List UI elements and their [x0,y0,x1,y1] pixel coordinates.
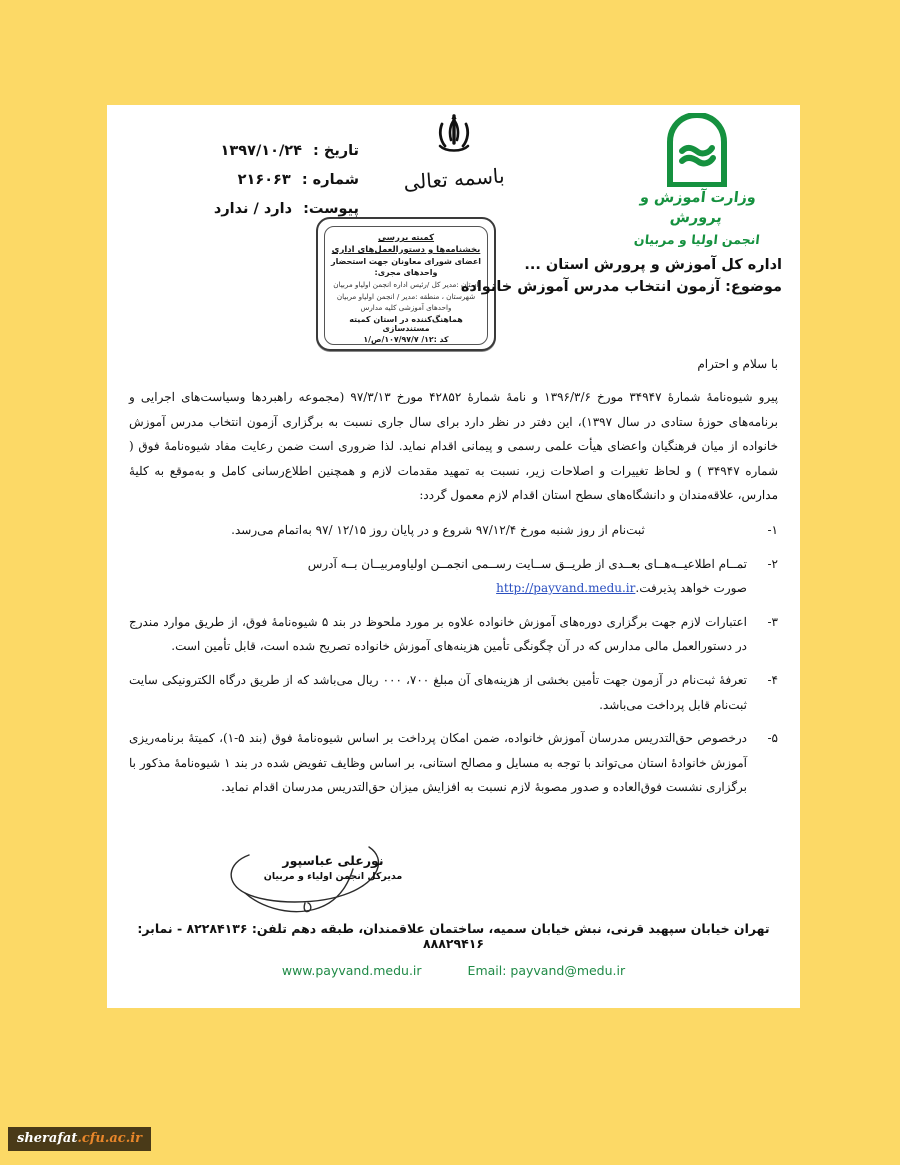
ministry-logo-subtitle: انجمن اولیا و مربیان [633,232,761,248]
document-body [107,357,800,809]
meta-value-date: ۱۳۹۷/۱۰/۲۴ [220,143,302,159]
meta-label-attachment: پیوست: [303,201,359,217]
stamp-title: کمیته بررسی [377,233,435,243]
ministry-arch-handshake-logo [664,113,730,187]
signature-block [233,853,433,882]
greeting-text: با سلام و احترام [697,357,778,371]
item-number: ۴- [767,672,778,687]
stamp-unit-item: شهرستان ، منطقه :مدیر / انجمن اولیاو مربیان [336,291,476,301]
item-number: ۱- [767,522,778,537]
addressee-to: اداره کل آموزش و پرورش استان ... [524,257,782,273]
item-text: درخصوص حق‌التدریس مدرسان آموزش خانواده، ضمن امکان پرداخت بر اساس شیوه‌نامهٔ فوق (بند ۵-۱)، کمیتهٔ برنامه‌ریزی آموزش خانوادهٔ استان می‌تواند با توجه به مسایل و مصالح استانی، بر اساس وظایف تفویض شده در بند ۱ شیوه‌نامهٔ مذکور با برگزاری نشست فوق‌العاده و صدور مصوبهٔ لازم نسبت به افزایش میزان حق‌التدریس مدرسان اقدام نماید. [129,731,747,795]
meta-label-date: تاریخ : [313,143,359,159]
item-text-after-link: صورت خواهد پذیرفت. [635,581,747,596]
list-item [129,726,778,800]
item-text: ثبت‌نام از روز شنبه مورخ ۹۷/۱۲/۴ شروع و در پایان روز ۱۲/۱۵ /۹۷ به‌اتمام می‌رسد. [231,522,645,537]
footer-address: تهران خیابان سپهبد قرنی، نبش خیابان سمیه، ساختمان علاقمندان، طبقه دهم تلفن: ۸۲۲۸۴۱۳۶ - نمابر: ۸۸۸۲۹۴۱۶ [137,921,770,951]
item-text [129,552,747,601]
signatory-role: مدیرکل انجمن اولیاء و مربیان [263,871,403,882]
signatory-name: نورعلی عباسپور [282,853,384,868]
stamp-coordinator-line: هماهنگ‌کننده در استان کمیته مستندسازی [349,314,463,333]
payvand-site-link[interactable]: http://payvand.medu.ir [496,581,636,596]
basmala-text: باسمه تعالی [402,163,505,195]
intro-paragraph: پیرو شیوه‌نامهٔ شمارهٔ ۳۴۹۴۷ مورخ ۱۳۹۶/۳/۶ و نامهٔ شمارهٔ ۴۲۸۵۲ مورخ ۹۷/۳/۱۳ (مجموعه راهبردها وسیاست‌های اجرایی و برنامه‌های حوزهٔ ستادی در سال ۱۳۹۷)، این دفتر در نظر دارد برای سال جاری نسبت به برگزاری آزمون انتخاب مدرس آموزش خانواده از میان فرهنگیان واعضای هیأت علمی رسمی و پیمانی اقدام نماید. لذا ضروری است ضمن رعایت مفاد شیوه‌نامهٔ فوق ( شماره ۳۴۹۴۷ ) و لحاظ تغییرات و اصلاحات زیر، نسبت به تمهید مقدمات لازم و همچنین اطلاع‌رسانی کامل و به‌موقع به کلیهٔ مدارس، علاقه‌مندان و دانشگاه‌های سطح استان اقدام لازم معمول گردد: [129,390,779,503]
meta-row-number [117,172,377,188]
footer-website[interactable]: www.payvand.medu.ir [281,963,422,978]
list-item [129,552,778,601]
meta-value-number: ۲۱۶۰۶۳ [237,172,291,188]
ministry-logo [612,113,782,247]
list-item [129,668,778,717]
meta-row-date [117,143,377,159]
source-watermark [8,1127,151,1151]
stamp-council-line: اعضای شورای معاونان جهت استحضار [330,257,482,266]
addressee-block [382,257,782,295]
iran-national-emblem-icon [434,113,474,155]
ministry-logo-title: وزارت آموزش و پرورش [639,190,757,226]
meta-row-attachment [117,201,377,217]
watermark-suffix: .cfu.ac.ir [77,1131,143,1146]
arch-handshake-icon [664,113,730,187]
emblem-block [389,113,519,195]
stamp-code: کد :۱۲/ ۱۰۷/۹۷/۷/ص/۱ [363,334,449,344]
stamp-unit-item: واحدهای آموزشی کلیه مدارس [360,303,452,312]
item-number: ۵- [767,731,778,746]
list-item [129,518,778,543]
stamp-subtitle: بخشنامه‌ها و دستورالعمل‌های اداری [331,245,481,255]
document-header [107,105,800,344]
item-text: تعرفهٔ ثبت‌نام در آزمون جهت تأمین بخشی از هزینه‌های آن مبلغ ۷۰۰، ۰۰۰ ریال می‌باشد که از طریق درگاه الکترونیکی سایت ثبت‌نام قابل پرداخت می‌باشد. [129,672,747,712]
addressee-subject: موضوع: آزمون انتخاب مدرس آموزش خانواده [460,279,782,295]
document-page [107,105,800,1008]
item-text: اعتبارات لازم جهت برگزاری دوره‌های آموزش خانواده علاوه بر مورد ملحوظ در بند ۵ شیوه‌نامهٔ فوق، از طریق موارد مندرج در دستورالعمل مالی مدارس که در آن چگونگی تأمین هزینه‌های آموزش خانواده تصریح شده است، قابل تأمین است. [129,614,747,654]
numbered-items-list [129,518,778,800]
watermark-prefix: sherafat [17,1131,78,1146]
list-item [129,610,778,659]
meta-value-attachment: دارد / ندارد [213,201,293,217]
item-number: ۳- [767,614,778,629]
footer-contact [107,963,800,978]
meta-label-number: شماره : [301,172,359,188]
item-text-before-link: تمــام اطلاعیــه‌هــای بعــدی از طریــق ســایت رســمی انجمــن اولیاومربیــان بــه آدرس [307,556,747,571]
footer-email[interactable]: Email: payvand@medu.ir [467,963,626,978]
document-footer [107,921,800,978]
stamp-unit-item: استان :مدیر کل /رئیس اداره انجمن اولیاو مربیان [333,280,479,289]
stamp-units-heading: واحدهای مجری: [374,268,438,277]
item-number: ۲- [767,556,778,571]
